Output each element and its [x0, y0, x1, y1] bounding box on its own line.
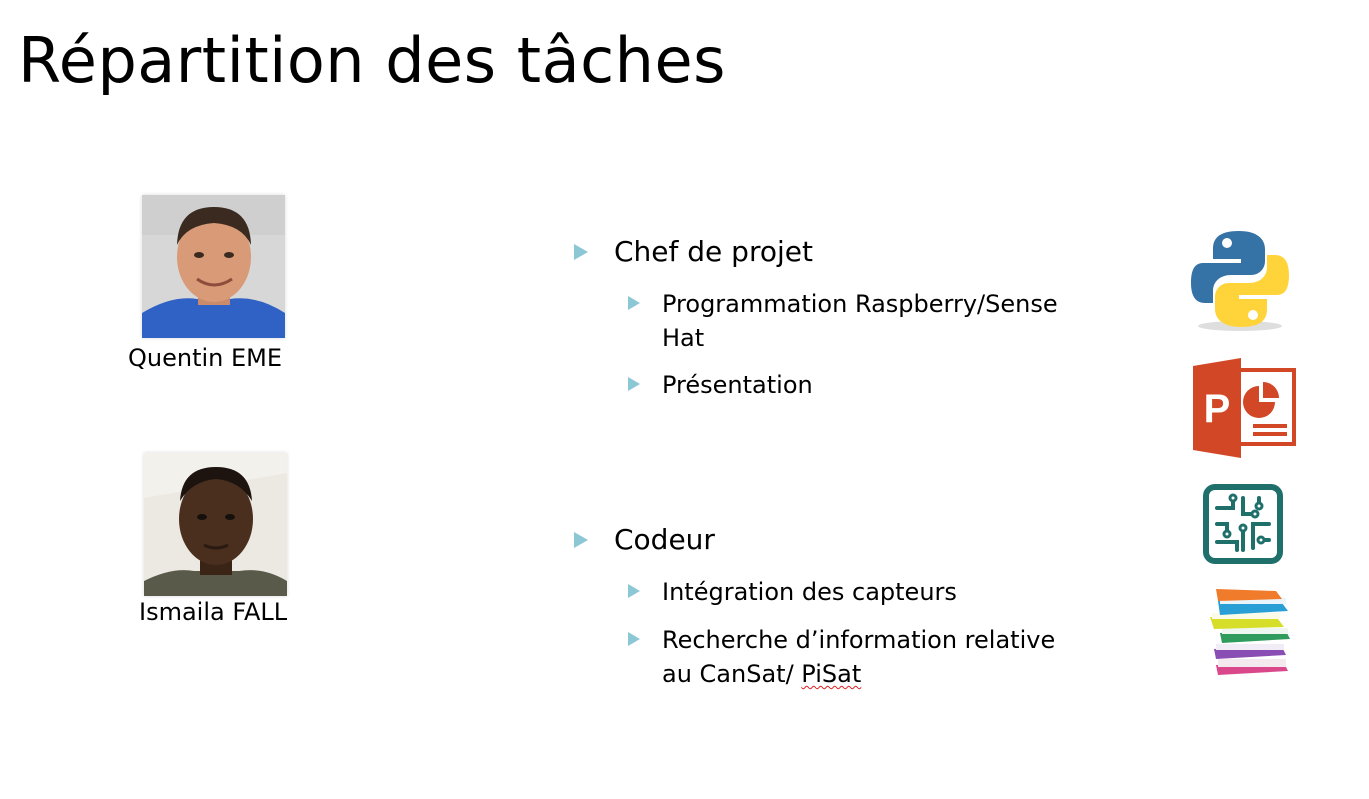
task-quentin-2: [662, 368, 813, 402]
task-quentin-1: [662, 287, 1058, 355]
task-label-line2: [662, 657, 1055, 691]
slide-title: Répartition des tâches: [18, 24, 726, 97]
powerpoint-logo-icon: [1193, 358, 1296, 462]
bullet-arrow-icon: [628, 584, 640, 598]
task-label-line1: Programmation Raspberry/Sense: [662, 290, 1058, 318]
role-quentin: [614, 235, 813, 269]
task-label-line2-prefix: au CanSat/: [662, 660, 802, 688]
task-ismaila-1: [662, 575, 957, 609]
person-name-quentin: Quentin EME: [128, 344, 283, 372]
task-label-line2: Hat: [662, 324, 705, 352]
bullet-arrow-icon: [574, 532, 588, 548]
circuit-board-icon: [1203, 484, 1283, 568]
bullet-arrow-icon: [628, 632, 640, 646]
role-ismaila: [614, 523, 715, 557]
bullet-arrow-icon: [628, 377, 640, 391]
spellcheck-flagged-word: PiSat: [801, 660, 862, 688]
python-logo-icon: [1189, 229, 1291, 337]
task-ismaila-2: [662, 623, 1055, 691]
bullet-arrow-icon: [628, 296, 640, 310]
person-name-ismaila: Ismaila FALL: [139, 598, 288, 626]
role-label: Chef de projet: [614, 235, 813, 268]
avatar-quentin-photo: [142, 195, 285, 338]
role-label: Codeur: [614, 523, 715, 556]
bullet-arrow-icon: [574, 244, 588, 260]
svg-text:P: P: [1203, 387, 1231, 431]
task-label-line1: Recherche d’information relative: [662, 626, 1056, 654]
task-label: Intégration des capteurs: [662, 578, 957, 606]
books-stack-icon: [1206, 589, 1292, 683]
avatar-ismaila-photo: [144, 453, 287, 596]
task-label: Présentation: [662, 371, 813, 399]
